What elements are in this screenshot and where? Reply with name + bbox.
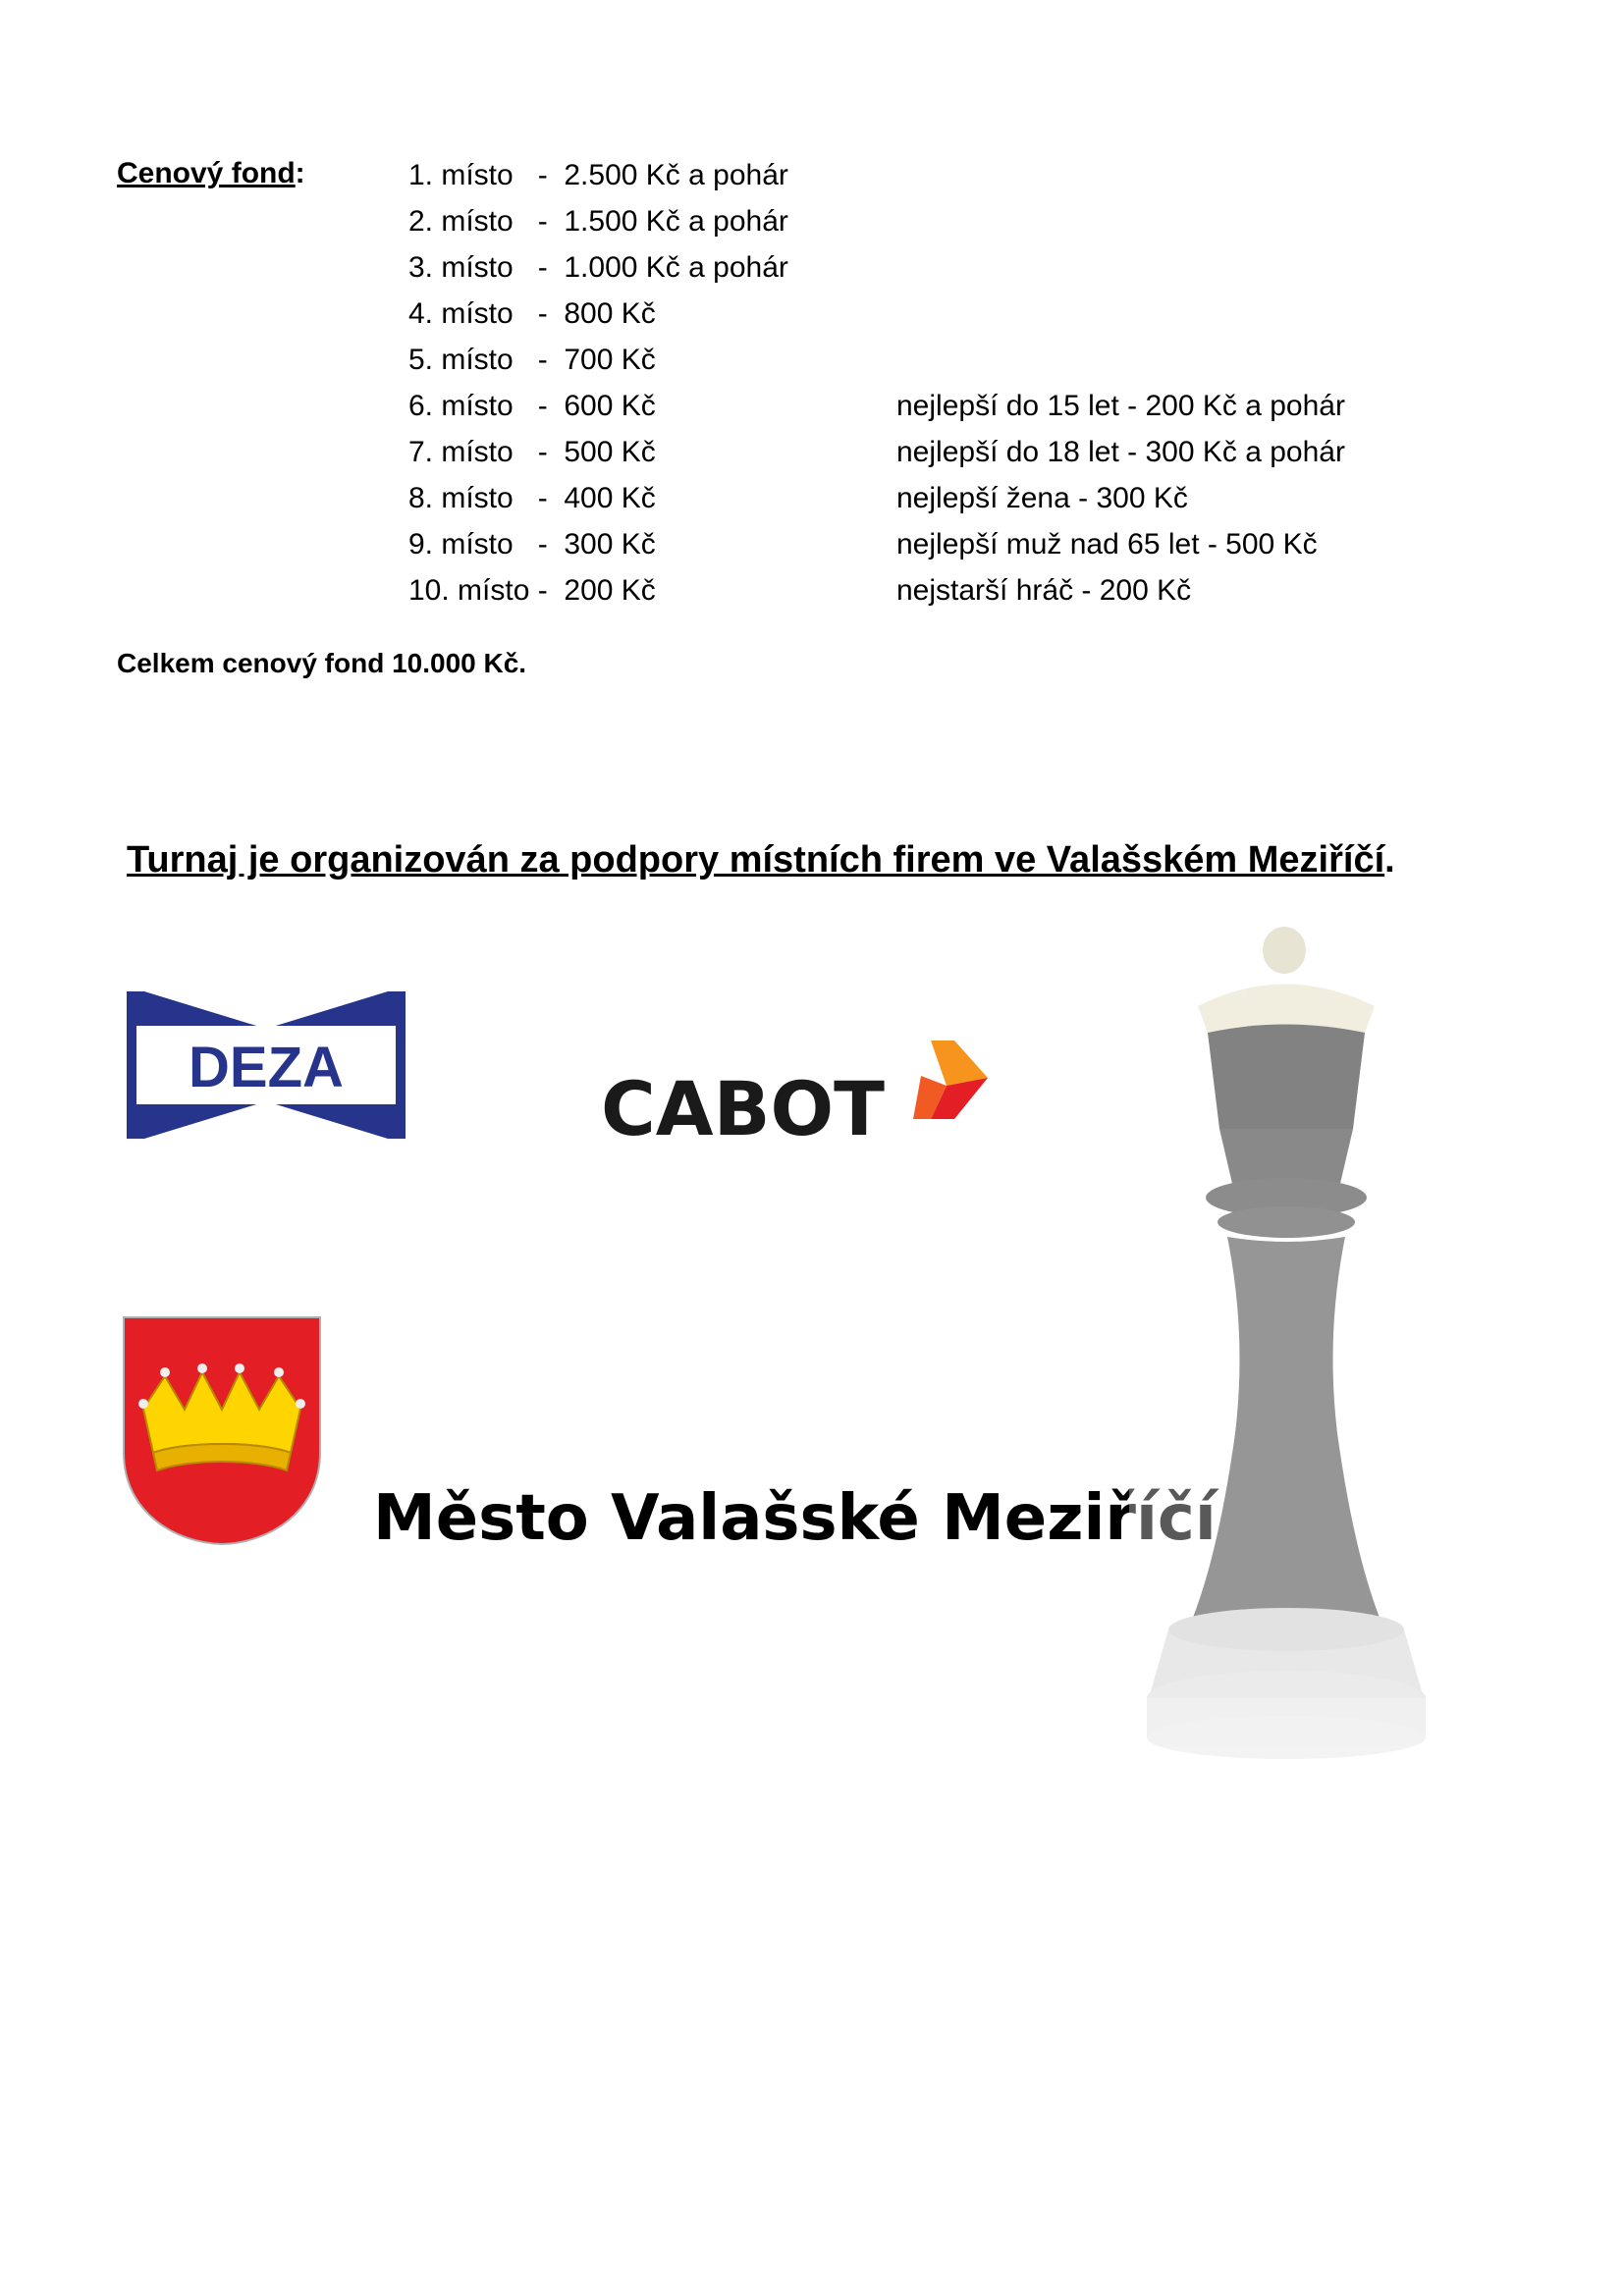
city-name-logo-text: Město Valašské Meziříčí xyxy=(373,1482,1217,1555)
cabot-logo xyxy=(601,1029,1003,1145)
prize-place-10: 10. místo - 200 Kč xyxy=(408,574,656,607)
prize-fund-total: Celkem cenový fond 10.000 Kč. xyxy=(117,648,527,678)
special-prize-under-15: nejlepší do 15 let - 200 Kč a pohár xyxy=(896,390,1345,422)
special-prize-man-over-65: nejlepší muž nad 65 let - 500 Kč xyxy=(896,528,1318,561)
prize-place-8: 8. místo - 400 Kč xyxy=(408,482,656,514)
prize-fund-label: Cenový fond: xyxy=(117,157,305,189)
special-prize-woman: nejlepší žena - 300 Kč xyxy=(896,482,1188,514)
prize-place-1: 1. místo - 2.500 Kč a pohár xyxy=(408,159,788,191)
coat-of-arms-icon xyxy=(122,1315,322,1546)
prize-place-3: 3. místo - 1.000 Kč a pohár xyxy=(408,251,788,284)
prize-place-2: 2. místo - 1.500 Kč a pohár xyxy=(408,205,788,238)
prize-place-4: 4. místo - 800 Kč xyxy=(408,297,656,330)
chess-queen-icon xyxy=(1129,923,1463,1767)
deza-logo xyxy=(127,991,406,1139)
svg-text:CABOT: CABOT xyxy=(601,1065,885,1145)
prize-place-6: 6. místo - 600 Kč xyxy=(408,390,656,422)
prize-place-5: 5. místo - 700 Kč xyxy=(408,344,656,376)
prize-place-9: 9. místo - 300 Kč xyxy=(408,528,656,561)
prize-place-7: 7. místo - 500 Kč xyxy=(408,436,656,468)
svg-text:DEZA: DEZA xyxy=(189,1036,344,1099)
special-prize-oldest-player: nejstarší hráč - 200 Kč xyxy=(896,574,1192,607)
special-prize-under-18: nejlepší do 18 let - 300 Kč a pohár xyxy=(896,436,1345,468)
sponsors-heading: Turnaj je organizován za podpory místních firem ve Valašském Meziříčí. xyxy=(127,839,1395,881)
